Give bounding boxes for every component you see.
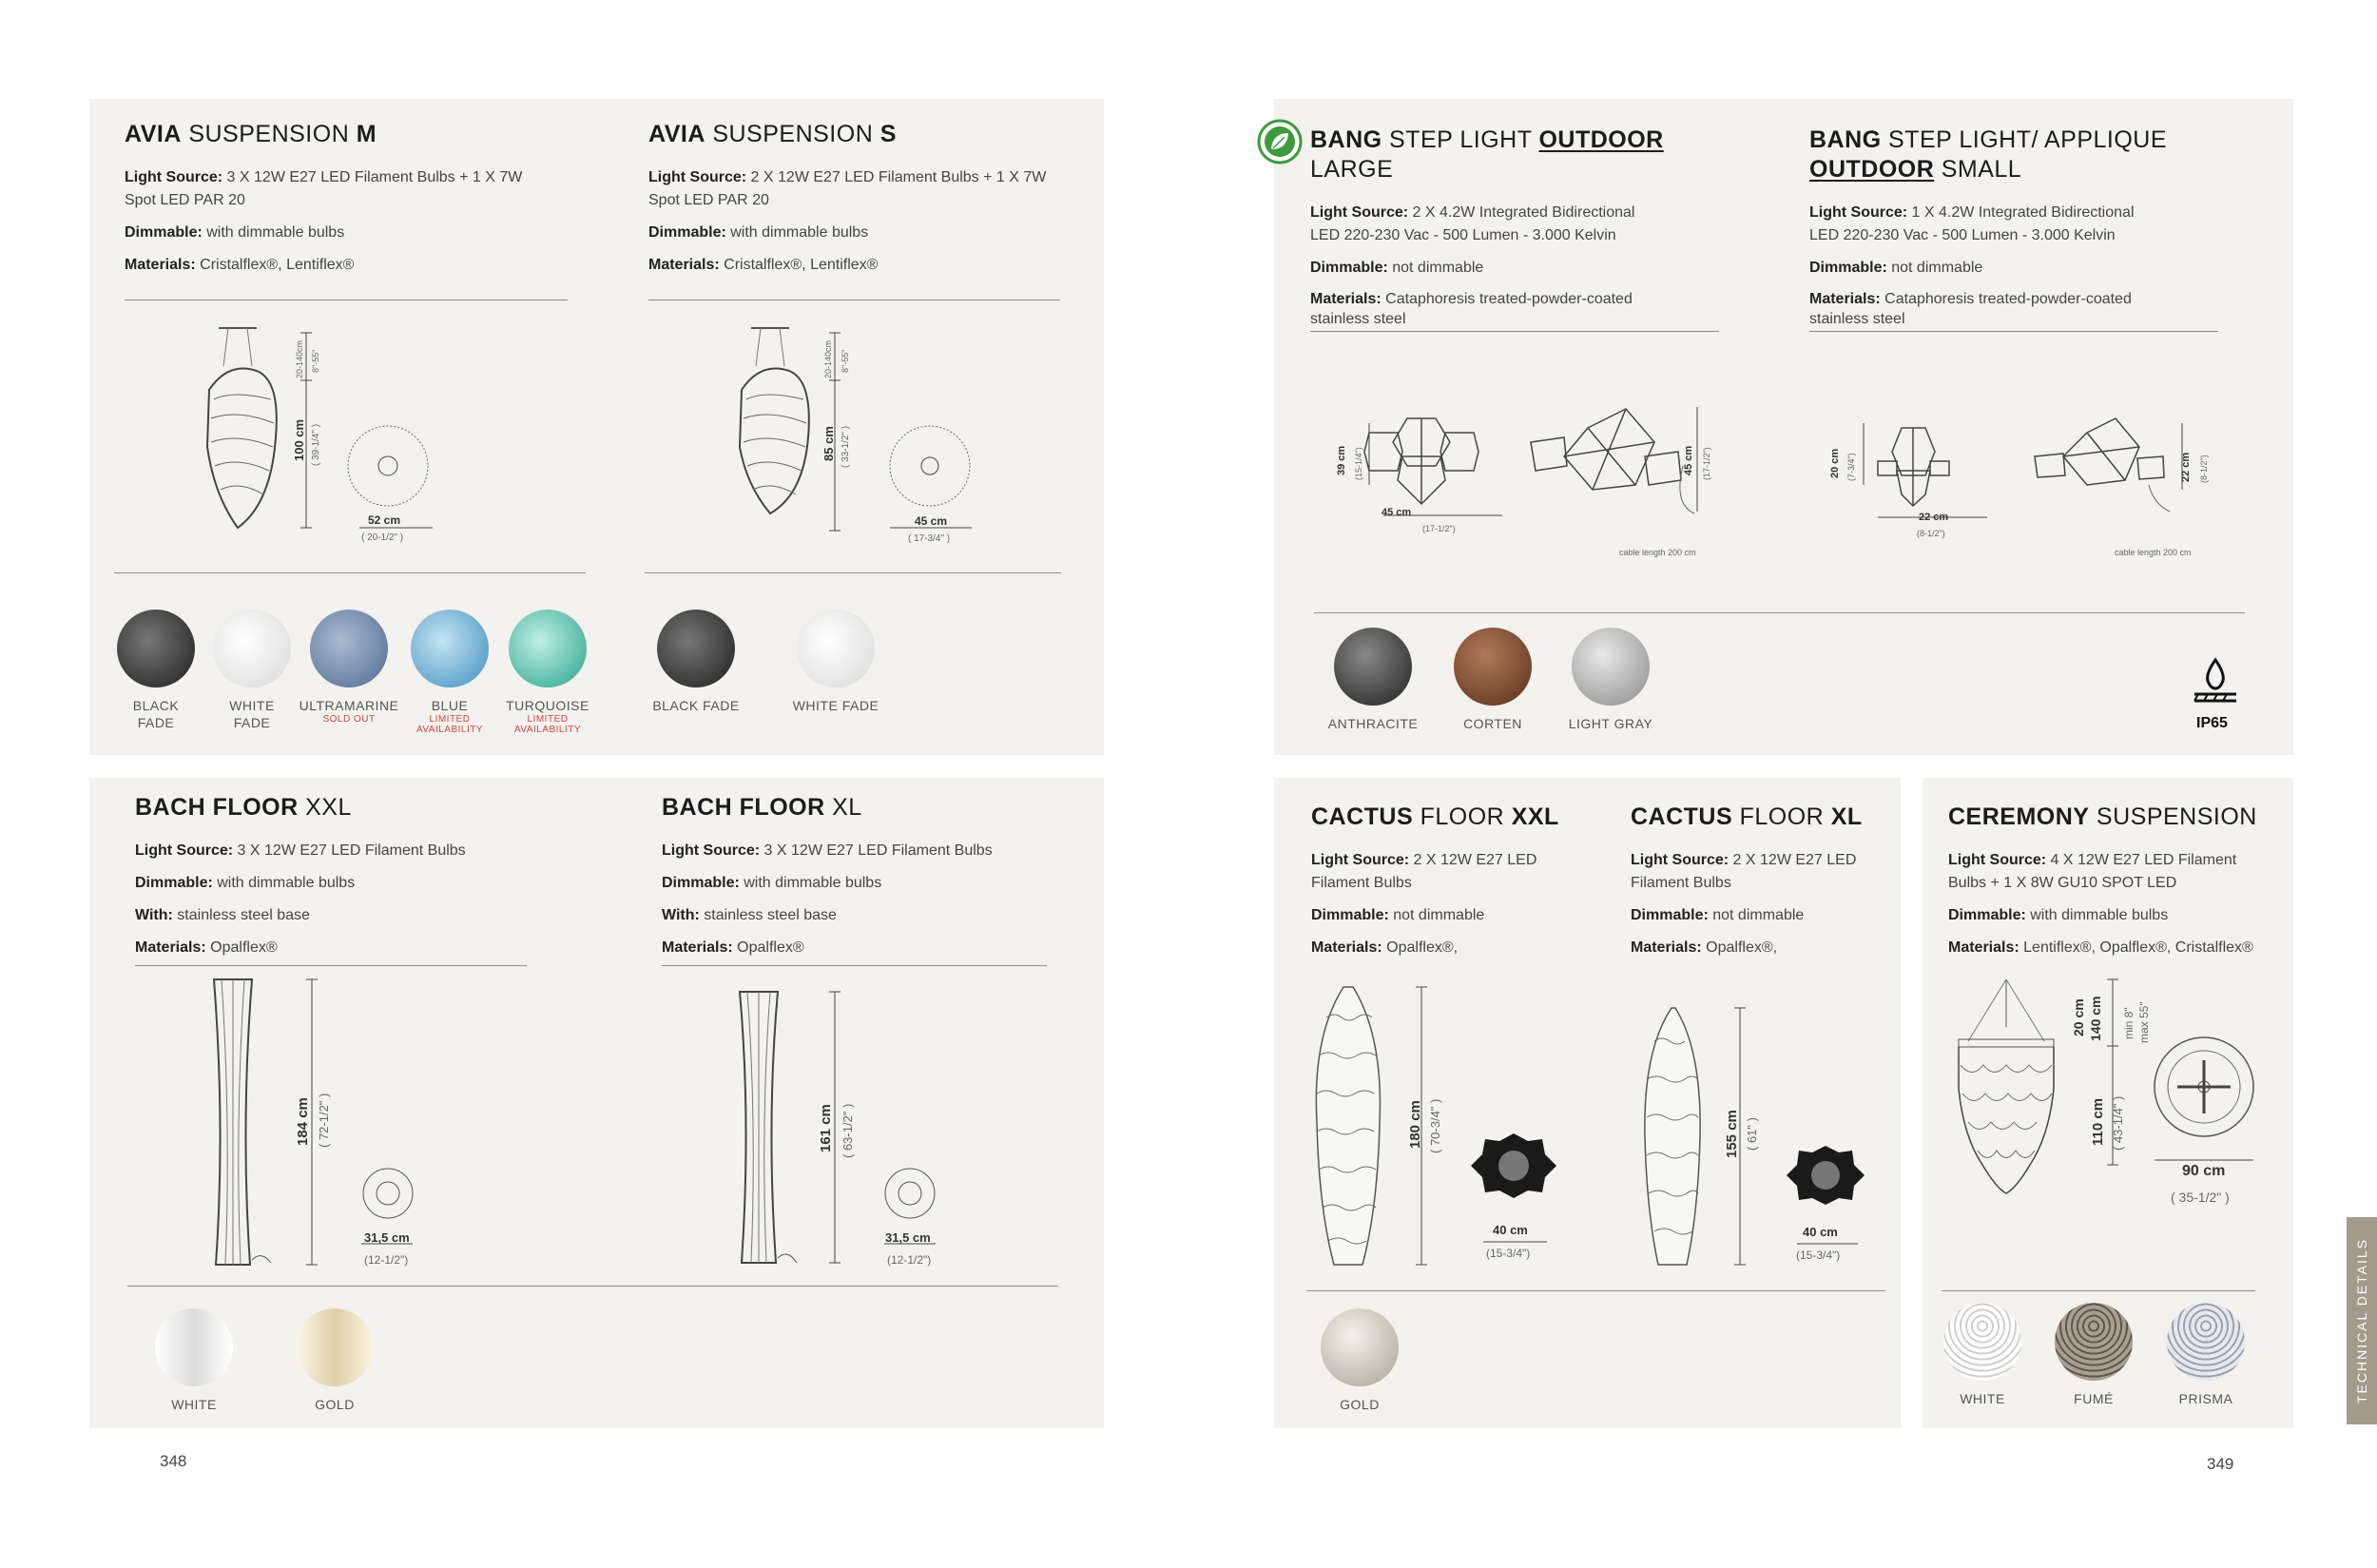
swatch-white[interactable] <box>137 1308 251 1413</box>
dim-height-in: ( 70-3/4" ) <box>1428 1098 1442 1153</box>
bang-large-drawing <box>1350 399 1730 552</box>
product-title: AVIA SUSPENSION M <box>125 121 377 147</box>
materials: Materials: Opalflex®, <box>1631 939 1778 956</box>
dim-height: 100 cm <box>292 418 306 461</box>
dim-w: 45 cm <box>1382 507 1412 518</box>
dim-width: 40 cm <box>1803 1225 1838 1239</box>
dim-width-in: (12-1/2") <box>887 1253 932 1267</box>
dim-cable-in-a: min 8" <box>2122 1007 2135 1039</box>
swatch-name: ANTHRACITE <box>1327 716 1419 731</box>
cable-length: cable length 200 cm <box>2115 548 2192 557</box>
dim-width: 31,5 cm <box>364 1230 410 1245</box>
swatch-image <box>797 610 875 687</box>
product-title: BACH FLOOR XL <box>662 794 862 821</box>
swatch-name: FUMÉ <box>2074 1391 2114 1406</box>
swatch-name: BLACK FADE <box>132 698 180 730</box>
swatch-image <box>1454 628 1532 706</box>
materials: Materials: Opalflex®, <box>1311 939 1459 956</box>
materials: Materials: Cataphoresis treated-powder-coated stainless steel <box>1310 291 1633 327</box>
dim-width: 31,5 cm <box>885 1230 931 1245</box>
dim-height: 155 cm <box>1724 1110 1740 1158</box>
dim-h1-in: (15-1/4") <box>1354 447 1363 480</box>
swatch-image <box>155 1308 233 1386</box>
swatch-light-gray[interactable] <box>1554 628 1668 732</box>
tab-label: TECHNICAL DETAILS <box>2354 1237 2369 1404</box>
swatch-image <box>1943 1303 2021 1381</box>
cactus-xxl-specs <box>1311 803 1596 969</box>
bang-small-drawing <box>1835 399 2215 552</box>
dim-width-in: (15-3/4") <box>1796 1249 1841 1262</box>
light-source: Light Source: 2 X 12W E27 LED Filament Bulbs + 1 X 7W Spot LED PAR 20 <box>648 169 1047 208</box>
dimmable: Dimmable: with dimmable bulbs <box>125 224 345 241</box>
dim-h2: 45 cm <box>1683 445 1694 475</box>
materials: Materials: Cristalflex®, Lentiflex® <box>648 257 879 273</box>
ip-rating: IP65 <box>2196 715 2228 731</box>
swatch-image <box>2167 1303 2245 1381</box>
divider <box>1310 331 1719 332</box>
swatch-white[interactable] <box>1925 1303 2039 1407</box>
dim-cable: 20-140cm <box>823 339 833 378</box>
swatch-image <box>657 610 735 687</box>
dim-height-in: ( 43-1/4" ) <box>2111 1095 2125 1151</box>
swatch-image <box>213 610 291 687</box>
ceremony-specs <box>1948 803 2281 969</box>
swatch-corten[interactable] <box>1436 628 1550 732</box>
ip65-icon <box>2187 656 2244 713</box>
swatch-anthracite[interactable] <box>1316 628 1430 732</box>
limited-note: LIMITED AVAILABILITY <box>415 714 484 735</box>
dimmable: Dimmable: with dimmable bulbs <box>648 224 869 241</box>
sold-out-note: SOLD OUT <box>322 714 376 725</box>
dimmable: Dimmable: not dimmable <box>1311 907 1485 923</box>
divider <box>1942 1290 2255 1291</box>
dimmable: Dimmable: with dimmable bulbs <box>1948 907 2169 923</box>
with: With: stainless steel base <box>135 907 310 923</box>
dim-h2: 22 cm <box>2180 452 2192 482</box>
dim-w-in: (17-1/2") <box>1422 524 1456 533</box>
avia-m-specs <box>125 120 524 286</box>
with: With: stainless steel base <box>662 907 837 923</box>
product-title: AVIA SUSPENSION S <box>648 121 897 147</box>
swatch-ultramarine[interactable] <box>292 610 406 725</box>
dim-height-in: ( 33-1/2" ) <box>841 425 851 468</box>
bang-small-specs <box>1809 126 2218 339</box>
technical-details-tab[interactable] <box>2347 1217 2377 1424</box>
cable-length: cable length 200 cm <box>1619 548 1696 557</box>
dim-height: 161 cm <box>818 1104 834 1152</box>
swatch-image <box>1334 628 1412 706</box>
product-title: CACTUS FLOOR XL <box>1631 803 1863 830</box>
dim-height: 85 cm <box>821 426 836 461</box>
swatch-name: WHITE <box>1960 1391 2005 1406</box>
materials: Materials: Opalflex® <box>135 939 278 956</box>
dim-height: 184 cm <box>295 1097 311 1146</box>
dim-width: 90 cm <box>2182 1163 2226 1179</box>
swatch-name: GOLD <box>315 1397 355 1412</box>
dim-width: 45 cm <box>915 514 948 528</box>
divider <box>114 572 586 573</box>
swatch-name: ULTRAMARINE <box>299 698 399 713</box>
bang-large-specs <box>1310 126 1719 339</box>
swatch-name: BLACK FADE <box>652 698 740 713</box>
divider <box>1306 1290 1885 1291</box>
dim-h2-in: (8-1/2") <box>2199 455 2209 483</box>
light-source: Light Source: 3 X 12W E27 LED Filament Bulbs <box>135 842 466 859</box>
bach-xxl-specs <box>135 793 534 969</box>
swatch-name: WHITE FADE <box>229 698 275 730</box>
dim-width-in: ( 35-1/2" ) <box>2171 1190 2230 1205</box>
swatch-gold[interactable] <box>1303 1308 1417 1413</box>
swatch-name: CORTEN <box>1463 716 1522 731</box>
materials: Materials: Lentiflex®, Opalflex®, Cristalflex® <box>1948 939 2253 956</box>
dim-width-in: ( 20-1/2" ) <box>361 532 404 543</box>
swatch-image <box>411 610 489 687</box>
divider <box>662 965 1047 966</box>
swatch-turquoise[interactable] <box>491 610 605 735</box>
swatch-image <box>1572 628 1650 706</box>
swatch-name: TURQUOISE <box>506 698 589 713</box>
swatch-image <box>1321 1308 1399 1386</box>
light-source: Light Source: 1 X 4.2W Integrated Bidirectional LED 220-230 Vac - 500 Lumen - 3.000 Kelvin <box>1809 204 2135 243</box>
dim-h1: 39 cm <box>1336 445 1347 475</box>
dim-cable: 20-140cm <box>295 339 304 378</box>
swatch-prisma[interactable] <box>2149 1303 2263 1407</box>
divider <box>135 965 527 966</box>
materials: Materials: Cataphoresis treated-powder-coated stainless steel <box>1809 291 2132 327</box>
leaf-icon <box>1256 118 1304 165</box>
dimmable: Dimmable: not dimmable <box>1631 907 1805 923</box>
dim-w-in: (8-1/2") <box>1917 529 1945 538</box>
light-source: Light Source: 2 X 12W E27 LED Filament Bulbs <box>1311 852 1537 891</box>
product-title: BANG STEP LIGHT OUTDOOR LARGE <box>1310 126 1664 183</box>
dim-h2-in: (17-1/2") <box>1702 447 1711 480</box>
dim-width: 40 cm <box>1493 1223 1528 1237</box>
dim-height-in: ( 63-1/2" ) <box>841 1103 855 1158</box>
dim-w: 22 cm <box>1919 512 1949 523</box>
dim-cable-in-b: max 55" <box>2137 1001 2151 1043</box>
dim-h1-in: (7-3/4") <box>1846 453 1856 481</box>
cactus-xl-specs <box>1631 803 1897 969</box>
swatch-name: WHITE FADE <box>792 698 879 713</box>
page-number-right: 349 <box>2207 1455 2234 1473</box>
product-title: BANG STEP LIGHT/ APPLIQUE OUTDOOR SMALL <box>1809 126 2168 183</box>
dim-height: 110 cm <box>2090 1097 2106 1146</box>
dim-height-in: ( 72-1/2" ) <box>317 1093 331 1148</box>
divider <box>1314 612 2245 613</box>
swatch-black-fade[interactable] <box>638 610 754 714</box>
dim-h1: 20 cm <box>1829 448 1841 478</box>
swatch-image <box>2055 1303 2133 1381</box>
dim-width-in: (15-3/4") <box>1486 1247 1531 1260</box>
swatch-name: LIGHT GRAY <box>1568 716 1653 731</box>
bach-xl-specs <box>662 793 1061 969</box>
product-title: CEREMONY SUSPENSION <box>1948 803 2257 830</box>
dim-height-in: ( 61" ) <box>1745 1117 1759 1151</box>
swatch-image <box>296 1308 374 1386</box>
avia-s-specs <box>648 120 1048 286</box>
product-title: CACTUS FLOOR XXL <box>1311 803 1559 830</box>
page-number-left: 348 <box>160 1452 187 1470</box>
light-source: Light Source: 4 X 12W E27 LED Filament Bulbs + 1 X 8W GU10 SPOT LED <box>1948 852 2237 891</box>
swatch-blue[interactable] <box>393 610 507 735</box>
swatch-image <box>310 610 388 687</box>
dim-cable-a: 20 cm <box>2071 998 2086 1036</box>
divider <box>127 1286 1058 1287</box>
dim-height-in: ( 39-1/4" ) <box>311 423 321 466</box>
divider <box>1809 331 2218 332</box>
swatch-gold[interactable] <box>278 1308 392 1413</box>
light-source: Light Source: 2 X 12W E27 LED Filament Bulbs <box>1631 852 1857 891</box>
ceremony-drawing <box>1940 975 2282 1212</box>
dim-height: 180 cm <box>1407 1100 1423 1149</box>
light-source: Light Source: 2 X 4.2W Integrated Bidirectional LED 220-230 Vac - 500 Lumen - 3.000 Kelvin <box>1310 204 1635 243</box>
dim-width-in: (12-1/2") <box>364 1253 409 1267</box>
dim-cable-b: 140 cm <box>2088 996 2103 1041</box>
dimmable: Dimmable: not dimmable <box>1809 260 1983 276</box>
dimmable: Dimmable: with dimmable bulbs <box>662 875 882 891</box>
divider <box>645 572 1061 573</box>
materials: Materials: Opalflex® <box>662 939 804 956</box>
dim-cable-in: 8"-55" <box>311 349 320 373</box>
dimmable: Dimmable: not dimmable <box>1310 260 1484 276</box>
swatch-white-fade[interactable] <box>778 610 894 714</box>
swatch-name: WHITE <box>171 1397 217 1412</box>
swatch-name: GOLD <box>1340 1397 1380 1412</box>
materials: Materials: Cristalflex®, Lentiflex® <box>125 257 355 273</box>
swatch-image <box>117 610 195 687</box>
dim-width: 52 cm <box>368 513 401 527</box>
light-source: Light Source: 3 X 12W E27 LED Filament Bulbs + 1 X 7W Spot LED PAR 20 <box>125 169 523 208</box>
limited-note: LIMITED AVAILABILITY <box>513 714 582 735</box>
swatch-name: BLUE <box>431 698 469 713</box>
swatch-image <box>509 610 587 687</box>
swatch-fume[interactable] <box>2037 1303 2151 1407</box>
dim-width-in: ( 17-3/4" ) <box>908 533 951 544</box>
product-title: BACH FLOOR XXL <box>135 794 352 821</box>
swatch-name: PRISMA <box>2178 1391 2233 1406</box>
dim-cable-in: 8"-55" <box>841 349 850 373</box>
dimmable: Dimmable: with dimmable bulbs <box>135 875 356 891</box>
light-source: Light Source: 3 X 12W E27 LED Filament Bulbs <box>662 842 993 859</box>
